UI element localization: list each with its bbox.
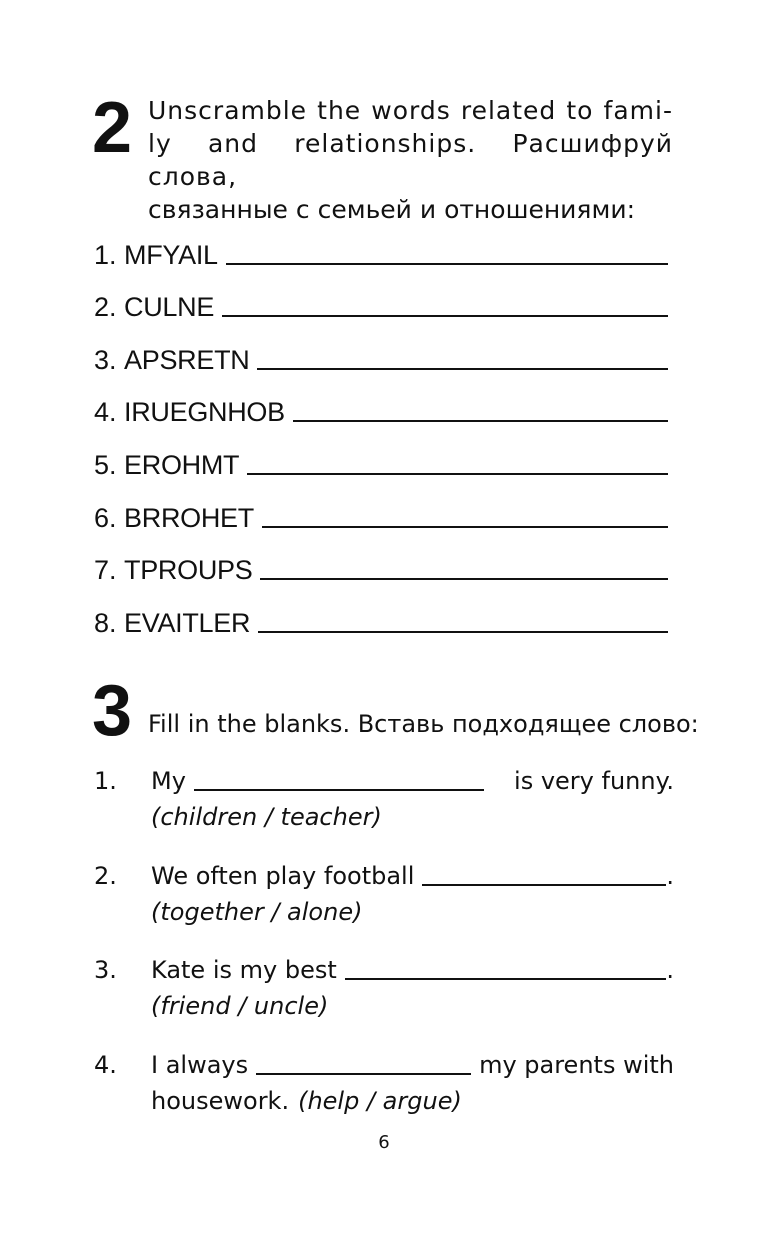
scramble-item-5: [94, 428, 668, 481]
sentence-continuation: housework.: [151, 1087, 290, 1115]
sentence-start: We often play football: [151, 862, 415, 890]
scramble-item-6: [94, 481, 668, 534]
page-number: 6: [378, 1132, 390, 1153]
sentence-start: I always: [151, 1051, 249, 1079]
answer-blank[interactable]: [260, 578, 668, 580]
item-number: 3.: [94, 956, 117, 984]
answer-blank[interactable]: [247, 473, 668, 475]
answer-blank[interactable]: [422, 884, 666, 886]
scramble-item-8: [94, 586, 668, 639]
item-number: 1.: [94, 239, 125, 270]
exercise-2-instructions: [148, 94, 673, 226]
sentence-end: .: [666, 862, 674, 890]
scrambled-word: CULNE: [124, 292, 215, 323]
answer-blank[interactable]: [257, 368, 668, 370]
exercise-2-number: 2: [92, 88, 133, 168]
item-number: 7.: [94, 555, 125, 586]
instructions-line-1: Unscramble the words related to fami-: [148, 96, 673, 125]
item-number: 2.: [94, 292, 125, 323]
answer-blank[interactable]: [258, 631, 668, 633]
scramble-item-2: [94, 271, 668, 324]
scrambled-word: EVAITLER: [124, 607, 251, 638]
instructions-line-2: ly and relationships. Расшифруй слова,: [148, 129, 673, 191]
answer-options: (friend / uncle): [151, 992, 329, 1020]
item-number: 8.: [94, 607, 125, 638]
scrambled-word: APSRETN: [124, 344, 250, 375]
answer-blank[interactable]: [194, 789, 484, 791]
scramble-item-4: [94, 376, 668, 429]
answer-blank[interactable]: [256, 1073, 471, 1075]
scrambled-word: BRROHET: [124, 502, 254, 533]
sentence-end: my parents with: [479, 1051, 674, 1079]
sentence-start: Kate is my best: [151, 956, 337, 984]
answer-options: (help / argue): [298, 1087, 462, 1115]
item-number: 3.: [94, 344, 125, 375]
sentence-row: [151, 1047, 674, 1083]
scrambled-word: MFYAIL: [124, 239, 218, 270]
answer-options: (children / teacher): [151, 803, 382, 831]
sentence-end: .: [666, 956, 674, 984]
sentence-row: [151, 763, 674, 799]
exercise-3-number: 3: [92, 671, 133, 751]
exercise-3-instructions: Fill in the blanks. Вставь подходящее слово:: [148, 710, 699, 738]
item-number: 4.: [94, 1051, 117, 1079]
item-number: 5.: [94, 449, 125, 480]
scrambled-word: IRUEGNHOB: [124, 397, 285, 428]
item-number: 2.: [94, 862, 117, 890]
answer-blank[interactable]: [293, 420, 668, 422]
answer-options: (together / alone): [151, 898, 363, 926]
scrambled-word: EROHMT: [124, 449, 240, 480]
answer-blank[interactable]: [226, 263, 668, 265]
sentence-row-2: [151, 1083, 674, 1119]
answer-blank[interactable]: [345, 978, 667, 980]
sentence-start: My: [151, 767, 186, 795]
answer-blank[interactable]: [222, 315, 668, 317]
answer-blank[interactable]: [262, 526, 668, 528]
scramble-item-1: [94, 218, 668, 271]
item-number: 1.: [94, 767, 117, 795]
scrambled-word: TPROUPS: [124, 555, 253, 586]
instructions-line-3: связанные с семьей и отношениями:: [148, 195, 635, 224]
item-number: 6.: [94, 502, 125, 533]
sentence-end: is very funny.: [514, 767, 674, 795]
sentence-row: [151, 858, 674, 894]
item-number: 4.: [94, 397, 125, 428]
scramble-item-3: [94, 323, 668, 376]
sentence-row: [151, 952, 674, 988]
scramble-list: [94, 218, 668, 639]
scramble-item-7: [94, 534, 668, 587]
